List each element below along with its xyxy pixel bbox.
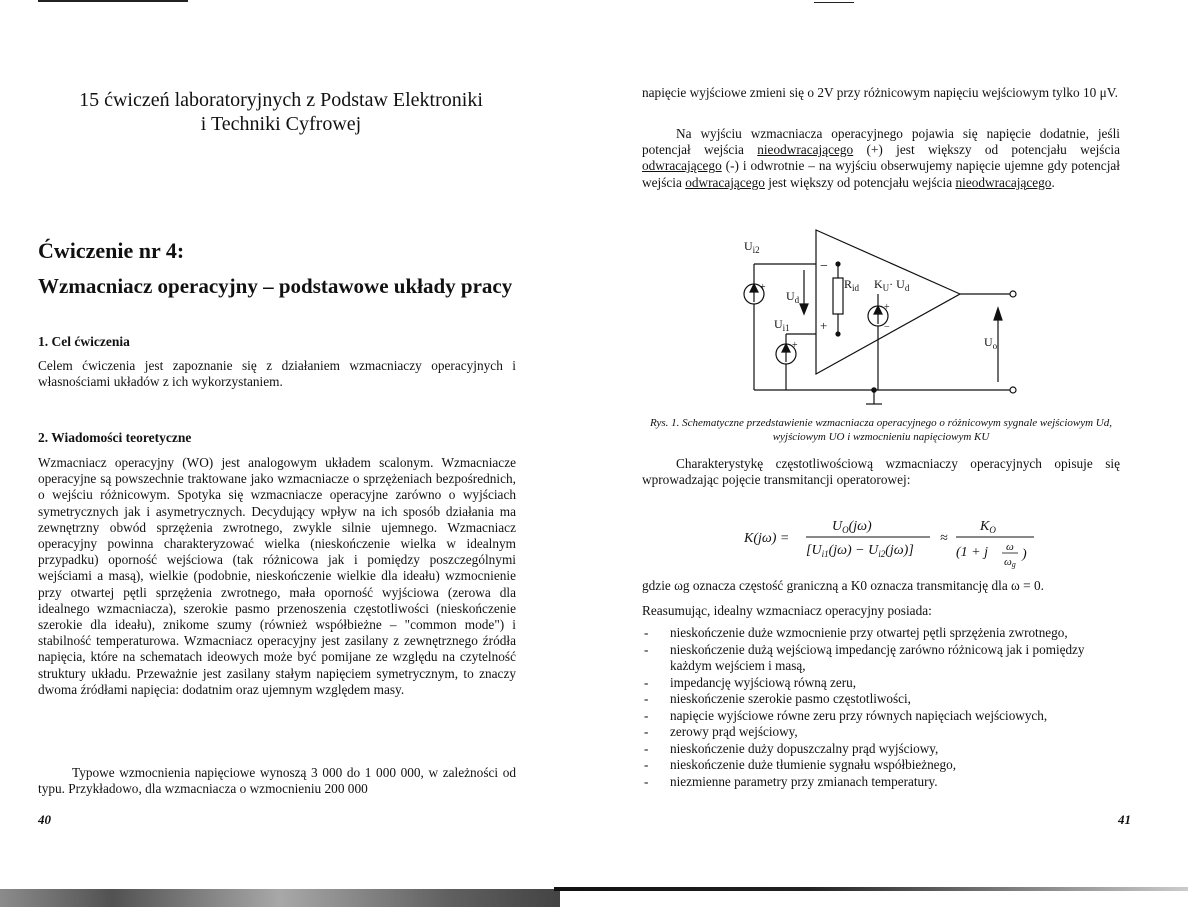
para2-text-a: Na wyjściu wzmacniacza operacyjnego pojawia się napięcie dodatnie, jeśli potencjał wejścia (642, 126, 1120, 158)
label-kuud: $K_U\cdot U_d$ (874, 277, 910, 293)
formula-omega: ω (1006, 541, 1014, 553)
label-minus: − (820, 259, 828, 274)
list-item: - niezmienne parametry przy zmianach temperatury. (642, 774, 1122, 791)
list-item: - nieskończenie duże tłumienie sygnału współbieżnego, (642, 757, 1122, 774)
section2-heading: 2. Wiadomości teoretyczne (38, 430, 192, 445)
book-title-line2: i Techniki Cyfrowej (200, 113, 362, 135)
label-ui1: $U_{i1}$ (774, 317, 790, 333)
label-plus-dep: + (884, 302, 890, 313)
right-paragraph-4: gdzie ωg oznacza częstość graniczną a K0 oznacza transmitancję dla ω = 0. (642, 578, 1044, 593)
list-item: - impedancję wyjściową równą zeru, (642, 675, 1122, 692)
output-terminal (1010, 291, 1016, 297)
right-page (594, 0, 1188, 907)
para2-text-e: . (1051, 174, 1055, 190)
label-minus-dep: − (884, 322, 890, 333)
formula-right-numerator: $K_O$ (980, 519, 996, 535)
exercise-number: Ćwiczenie nr 4: (38, 238, 185, 263)
para2-term-noninverting: nieodwracającego (757, 142, 854, 158)
rid-node-top (836, 262, 840, 266)
formula-lhs: K(jω) = (744, 531, 790, 546)
para2-term-noninverting-2: nieodwracającego (955, 174, 1052, 190)
ground-terminal (1010, 387, 1016, 393)
ideal-opamp-properties-list (642, 625, 1122, 790)
list-item: - nieskończenie duże wzmocnienie przy otwartej pętli sprzężenia zwrotnego, (642, 625, 1122, 642)
rid-resistor (833, 278, 843, 314)
exercise-title: Wzmacniacz operacyjny – podstawowe układy pracy (38, 274, 513, 298)
formula-right-denominator: (1 + j (956, 545, 988, 560)
page-number-left: 40 (38, 812, 51, 827)
right-paragraph-3: Charakterystykę częstotliwościową wzmacniaczy operacyjnych opisuje się wprowadzając pojęcie transmitancji operatorowej: (642, 456, 1120, 488)
transfer-function-formula (744, 508, 1064, 572)
book-title (40, 88, 522, 136)
scan-edge-line (554, 887, 1188, 891)
label-ui2: $U_{i2}$ (744, 239, 760, 255)
page-number-right: 41 (1118, 812, 1131, 827)
scan-edge-shadow (0, 889, 560, 907)
top-rule (38, 0, 188, 2)
right-paragraph-2 (642, 126, 1120, 191)
para2-text-b: (+) jest większy od potencjału wejścia (853, 142, 1120, 158)
label-plus: + (820, 318, 828, 333)
formula-approx: ≈ (940, 531, 948, 546)
list-item: - nieskończenie dużą wejściową impedancję zarówno różnicową jak i pomiędzy każdym wejściem i masą, (642, 642, 1122, 675)
section2-paragraph-1: Wzmacniacz operacyjny (WO) jest analogowym układem scalonym. Wzmacniacze operacyjne są powszechnie traktowane jako wzmacniacze o sprzężeniach bezpośrednich, o wejściu różnicowym. Spotyka się wzmacniacze operacyjne zarówno o wyjściach symetrycznych jak i asymetrycznych. Decydujący wpływ na ich sposób działania ma zewnętrzny obwód sprzężenia zwrotnego, zwykle silnie ujemnego. Wzmacniacz operacyjny powinna charakteryzować wielka (nieskończenie wielka w idealnym przypadku) oporność wejściowa (tak różnicowa jak i pomiędzy poszczególnymi wejściami a masą), wielkie (podobnie, nieskończenie wielkie dla ideału) wzmocnienie przy otwartej pętli sprzężenia zwrotnego, mała oporność wyjściowa (zerowa dla idealnego wzmacniacza), szerokie pasmo przenoszenia częstotliwości (nieskończenie szerokie dla ideału), znikome szumy (również współbieżne – "common mode") i stabilność temperaturowa. Wzmacniacz operacyjny jest zasilany z zewnętrznego źródła napięcia, które na schematach ideowych może być pomijane ze względu na czytelność struktury układu. Przeważnie jest zasilany stałym napięciem symetrycznym, to znaczy dwoma źródłami napięcia: dodatnim oraz ujemnym względem masy. (38, 455, 516, 697)
list-item: - napięcie wyjściowe równe zeru przy równych napięciach wejściowych, (642, 708, 1122, 725)
formula-numerator: $U_O(j\omega)$ (832, 519, 872, 535)
ud-arrow-head (800, 304, 808, 314)
uo-arrow-head (994, 308, 1002, 320)
ground-node (872, 388, 876, 392)
figure-labels (744, 239, 998, 351)
formula-right-denominator-end: ) (1022, 547, 1027, 562)
section1-heading: 1. Cel ćwiczenia (38, 334, 130, 349)
figure-caption: Rys. 1. Schematyczne przedstawienie wzmacniacza operacyjnego o różnicowym sygnale wejściowym Ud, wyjściowym UO i wzmocnieniu napięciowym KU (649, 417, 1113, 443)
book-title-line1: 15 ćwiczeń laboratoryjnych z Podstaw Elektroniki (79, 89, 483, 111)
label-ud: $U_d$ (786, 289, 800, 305)
para2-term-inverting: odwracającego (642, 158, 722, 174)
right-paragraph-5: Reasumując, idealny wzmacniacz operacyjny posiada: (642, 603, 932, 618)
para2-text-d: jest większy od potencjału wejścia (764, 174, 956, 190)
label-plus-ui1: + (792, 340, 798, 351)
opamp-schematic (734, 224, 1034, 414)
formula-omega-g: ωg (1004, 556, 1016, 569)
section2-paragraph-2: Typowe wzmocnienia napięciowe wynoszą 3 000 do 1 000 000, w zależności od typu. Przykładowo, dla wzmacniacza o wzmocnieniu 200 000 (38, 765, 516, 797)
formula-denominator: $[U_{i1}(j\omega) - U_{i2}(j\omega)]$ (806, 543, 914, 559)
list-item: - nieskończenie szerokie pasmo częstotliwości, (642, 691, 1122, 708)
para2-term-inverting-2: odwracającego (685, 174, 765, 190)
label-rid: $R_{id}$ (844, 277, 860, 293)
para2-text-c: (-) i odwrotnie – na wyjściu obserwujemy napięcie ujemne gdy potencjał wejścia (642, 158, 1120, 190)
label-plus-ui2: + (760, 282, 766, 293)
right-paragraph-1: napięcie wyjściowe zmieni się o 2V przy różnicowym napięciu wejściowym tylko 10 μV. (642, 85, 1118, 100)
section1-text: Celem ćwiczenia jest zapoznanie się z działaniem wzmacniaczy operacyjnych i własnościami układów z ich wykorzystaniem. (38, 358, 516, 390)
list-item: - zerowy prąd wejściowy, (642, 724, 1122, 741)
list-item: - nieskończenie duży dopuszczalny prąd wyjściowy, (642, 741, 1122, 758)
top-rule-right (814, 2, 854, 3)
rid-node-bottom (836, 332, 840, 336)
label-uo: $U_o$ (984, 335, 998, 351)
